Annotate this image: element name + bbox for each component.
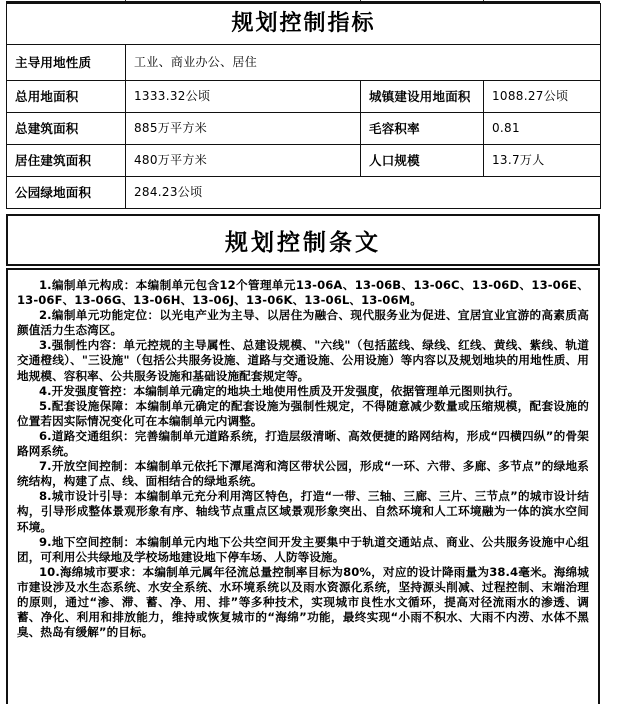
table-row [7, 45, 601, 81]
indicator-value-gross-far: 0.81 [484, 113, 601, 145]
divider-line [125, 0, 126, 1]
page-title: 规划控制指标 [7, 4, 601, 45]
divider-line [483, 0, 484, 1]
table-row [7, 81, 601, 113]
indicator-label-park-green-area: 公园绿地面积 [7, 177, 126, 209]
indicator-value-park-green-area: 284.23公顷 [126, 177, 601, 209]
clause-item-4: 4.开发强度管控：本编制单元确定的地块土地使用性质及开发强度，依据管理单元图则执行。 [39, 383, 520, 398]
clause-item-9: 9.地下空间控制：本编制单元内地下公共空间开发主要集中于轨道交通站点、商业、公共服务设施中心组团，可利用公共绿地及学校场地建设地下停车场、人防等设施。 [17, 534, 589, 564]
clause-section-title: 规划控制条文 [225, 229, 381, 256]
clause-item-5: 5.配套设施保障：本编制单元确定的配套设施为强制性规定，不得随意减少数量或压缩规模，配套设施的位置若因实际情况变化可在本编制单元内调整。 [17, 398, 589, 428]
clause-item-3: 3.强制性内容：单元控规的主导属性、总建设规模、"六线"（包括蓝线、绿线、红线、黄线、紫线、轨道交通橙线）、"三设施"（包括公共服务设施、道路与交通设施、公用设施）等内容以及规划地块的用地性质、用地规模、容积率、公共服务设施和基础设施配套规定等。 [17, 338, 589, 383]
indicator-label-population-scale: 人口规模 [361, 145, 484, 177]
clause-section-title-box [6, 214, 600, 266]
clause-item-10: 10.海绵城市要求：本编制单元属年径流总量控制率目标为80%，对应的设计降雨量为38.4毫米。海绵城市建设涉及水生态系统、水安全系统、水环境系统以及雨水资源化系统，坚持源头削减、过程控制、末端治理的原则，通过“渗、滞、蓄、净、用、排”等多种技术，实现城市良性水文循环，提高对径流雨水的渗透、调蓄、净化、利用和排放能力，维持或恢复城市的“海绵”功能，最终实现“小雨不积水、大雨不内涝、水体不黑臭、热岛有缓解”的目标。 [17, 564, 589, 640]
indicator-label-land-nature: 主导用地性质 [7, 45, 126, 81]
indicator-value-population-scale: 13.7万人 [484, 145, 601, 177]
clause-item-7: 7.开放空间控制：本编制单元依托下潭尾湾和湾区带状公园，形成“一环、六带、多廊、多节点”的绿地系统结构，构建了点、线、面相结合的绿地系统。 [17, 459, 589, 489]
clause-item-1: 1.编制单元构成：本编制单元包含12个管理单元13-06A、13-06B、13-06C、13-06D、13-06E、13-06F、13-06G、13-06H、13-06J、13-06K、13-06L、13-06M。 [17, 278, 589, 308]
indicator-label-gross-far: 毛容积率 [361, 113, 484, 145]
indicator-label-total-land-area: 总用地面积 [7, 81, 126, 113]
indicator-value-residential-building-area: 480万平方米 [126, 145, 361, 177]
indicator-title-row [7, 4, 601, 45]
clause-item-6: 6.道路交通组织：完善编制单元道路系统，打造层级清晰、高效便捷的路网结构，形成“四横四纵”的骨架路网系统。 [17, 428, 589, 459]
divider-line [360, 0, 361, 1]
indicator-value-total-building-area: 885万平方米 [126, 113, 361, 145]
clause-section-body [6, 268, 600, 704]
clause-item-2: 2.编制单元功能定位：以光电产业为主导、以居住为融合、现代服务业为促进、宜居宜业宜游的高素质高颜值活力生态湾区。 [17, 308, 589, 338]
indicator-label-residential-building-area: 居住建筑面积 [7, 145, 126, 177]
table-row [7, 177, 601, 209]
indicator-value-urban-construction-land-area: 1088.27公顷 [484, 81, 601, 113]
planning-indicator-table [6, 3, 601, 209]
indicator-value-land-nature: 工业、商业办公、居住 [126, 45, 601, 81]
clause-item-8: 8.城市设计引导：本编制单元充分利用湾区特色，打造“一带、三轴、三廊、三片、三节点”的城市设计结构，引导形成整体景观形象有序、轴线节点重点区域景观形象突出、自然环境和人工环境融为一体的滨水空间环境。 [17, 489, 589, 534]
indicator-value-total-land-area: 1333.32公顷 [126, 81, 361, 113]
indicator-label-urban-construction-land-area: 城镇建设用地面积 [361, 81, 484, 113]
table-row [7, 113, 601, 145]
indicator-label-total-building-area: 总建筑面积 [7, 113, 126, 145]
table-row [7, 145, 601, 177]
